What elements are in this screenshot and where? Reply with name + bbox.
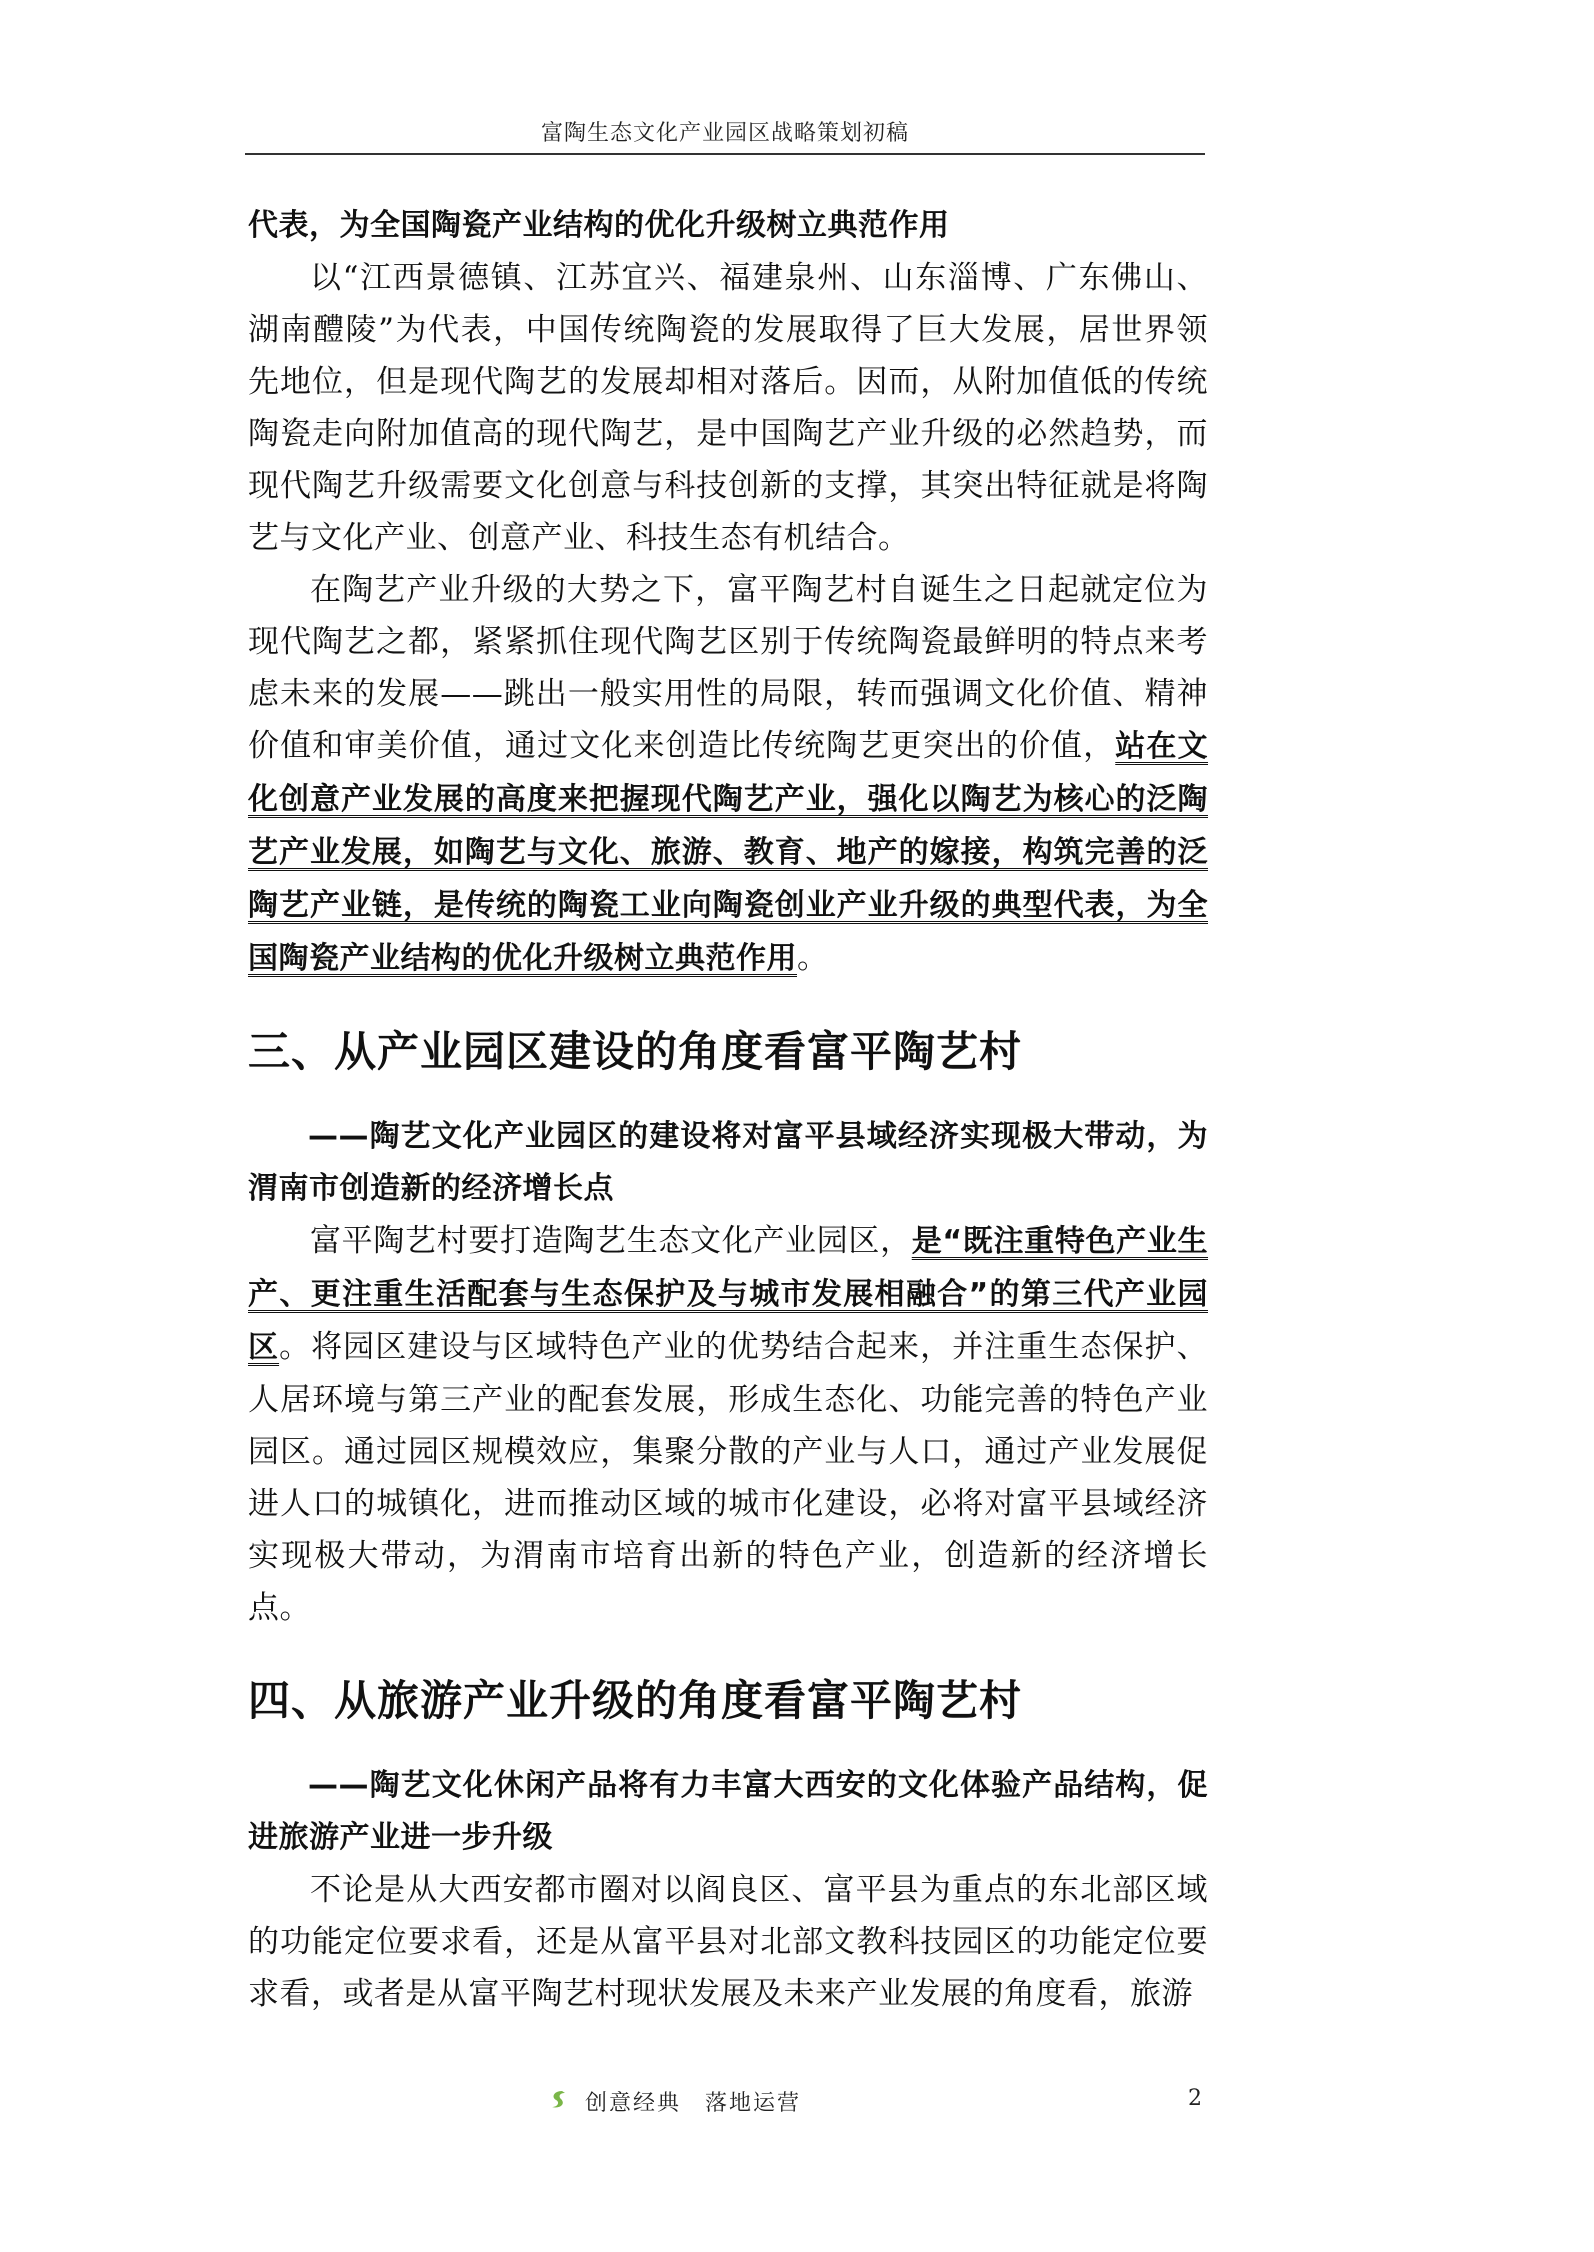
document-body [248, 200, 1208, 2020]
underlined-emphasis: 站在文化创意产业发展的高度来把握现代陶艺产业，强化以陶艺为核心的泛陶艺产业发展，如陶艺与文化、旅游、教育、地产的嫁接，构筑完善的泛陶艺产业链，是传统的陶瓷工业向陶瓷创业产业升级的典型代表，为全国陶瓷产业结构的优化升级树立典范作用 [248, 729, 1209, 976]
header-title: 富陶生态文化产业园区战略策划初稿 [540, 121, 909, 146]
section-heading-4: 四、从旅游产业升级的角度看富平陶艺村 [248, 1676, 1023, 1725]
header-rule [245, 153, 1205, 155]
footer-slogan: 创意经典 落地运营 [585, 2091, 802, 2116]
page-footer [0, 2082, 1594, 2122]
paragraph-text: 。将园区建设与区域特色产业的优势结合起来，并注重生态保护、人居环境与第三产业的配套发展，形成生态化、功能完善的特色产业园区。通过园区规模效应，集聚分散的产业与人口，通过产业发展促进人口的城镇化，进而推动区域的城市化建设，必将对富平县域经济实现极大带动，为渭南市培育出新的特色产业，创造新的经济增长点。 [248, 1329, 1209, 1626]
paragraph-text: 富平陶艺村要打造陶艺生态文化产业园区， [310, 1223, 912, 1259]
section-subtitle: ——陶艺文化产业园区的建设将对富平县域经济实现极大带动，为渭南市创造新的经济增长点 [248, 1119, 1208, 1206]
paragraph-continuation: 代表，为全国陶瓷产业结构的优化升级树立典范作用 [248, 208, 950, 243]
swirl-logo-icon [548, 2088, 570, 2110]
paragraph-text: 。 [797, 940, 829, 976]
page-number: 2 [1188, 2086, 1202, 2111]
section-subtitle: ——陶艺文化休闲产品将有力丰富大西安的文化体验产品结构，促进旅游产业进一步升级 [248, 1768, 1208, 1855]
paragraph: 以“江西景德镇、江苏宜兴、福建泉州、山东淄博、广东佛山、湖南醴陵”为代表，中国传统陶瓷的发展取得了巨大发展，居世界领先地位，但是现代陶艺的发展却相对落后。因而，从附加值低的传统陶瓷走向附加值高的现代陶艺，是中国陶艺产业升级的必然趋势，而现代陶艺升级需要文化创意与科技创新的支撑，其突出特征就是将陶艺与文化产业、创意产业、科技生态有机结合。 [248, 260, 1208, 556]
paragraph: 不论是从大西安都市圈对以阎良区、富平县为重点的东北部区域的功能定位要求看，还是从富平县对北部文教科技园区的功能定位要求看，或者是从富平陶艺村现状发展及未来产业发展的角度看，旅游 [248, 1872, 1208, 2012]
section-heading-3: 三、从产业园区建设的角度看富平陶艺村 [248, 1027, 1023, 1076]
paragraph [248, 564, 1208, 985]
paragraph [248, 1215, 1208, 1634]
paragraph-text: 在陶艺产业升级的大势之下，富平陶艺村自诞生之日起就定位为现代陶艺之都，紧紧抓住现代陶艺区别于传统陶瓷最鲜明的特点来考虑未来的发展——跳出一般实用性的局限，转而强调文化价值、精神价值和审美价值，通过文化来创造比传统陶艺更突出的价值， [248, 572, 1208, 764]
underlined-emphasis: 是“既注重特色产业生产、更注重生活配套与生态保护及与城市发展相融合”的第三代产业园区 [248, 1224, 1209, 1365]
